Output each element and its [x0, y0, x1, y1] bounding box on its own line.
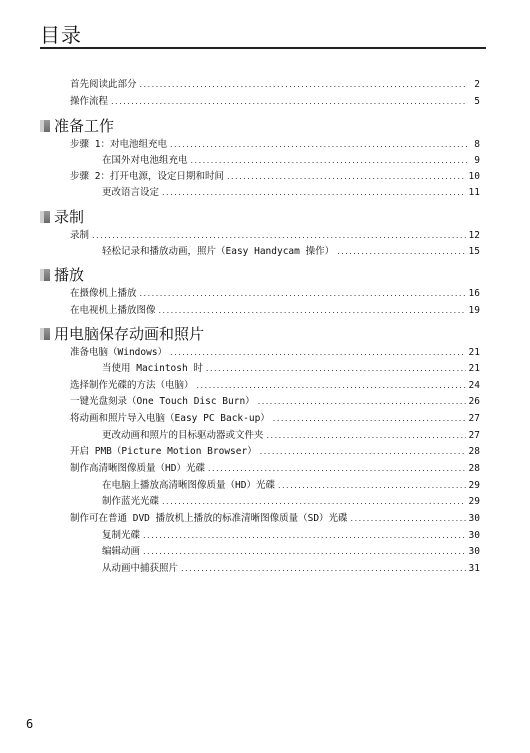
toc-leader-dots	[92, 230, 466, 242]
toc-leader-dots	[159, 305, 466, 317]
toc-entry[interactable]	[70, 347, 480, 359]
toc-leader-dots	[140, 288, 466, 300]
toc-entry-page: 29	[468, 496, 480, 507]
toc-leader-dots	[208, 463, 466, 475]
toc-entry-title: 当使用 Macintosh 时	[102, 363, 203, 374]
toc-entry-page: 5	[474, 96, 480, 107]
section-title: 准备工作	[54, 117, 115, 135]
section-marker-icon	[40, 328, 50, 340]
toc-leader-dots	[206, 363, 466, 375]
toc-leader-dots	[278, 480, 466, 492]
toc-entry-title: 步骤 2：打开电源，设定日期和时间	[70, 171, 224, 182]
section-title: 用电脑保存动画和照片	[54, 325, 205, 343]
toc-subentry[interactable]	[102, 363, 480, 375]
toc-entry[interactable]	[70, 96, 480, 108]
toc-entry-page: 15	[468, 246, 480, 257]
toc-leader-dots	[191, 155, 467, 167]
toc-entry-page: 8	[474, 139, 480, 150]
toc-entry[interactable]	[70, 463, 480, 475]
toc-leader-dots	[267, 430, 466, 442]
toc-subentry[interactable]	[102, 530, 480, 542]
toc-entry-title: 操作流程	[70, 96, 109, 107]
toc-entry-title: 从动画中捕获照片	[102, 563, 179, 574]
toc-entry[interactable]	[70, 396, 480, 408]
toc-entry-page: 26	[468, 396, 480, 407]
page-title: 目录	[40, 23, 82, 47]
toc-entry-title: 选择制作光碟的方法（电脑）	[70, 380, 194, 391]
section-marker-icon	[40, 269, 50, 281]
section-heading[interactable]	[40, 266, 84, 284]
toc-entry[interactable]	[70, 513, 480, 525]
toc-entry-title: 在电脑上播放高清晰图像质量（HD）光碟	[102, 480, 275, 491]
toc-entry-page: 27	[468, 430, 480, 441]
toc-entry-title: 录制	[70, 230, 90, 241]
toc-leader-dots	[227, 171, 466, 183]
toc-entry-page: 31	[468, 563, 480, 574]
toc-subentry[interactable]	[102, 187, 480, 199]
toc-entry-title: 更改动画和照片的目标驱动器或文件夹	[102, 430, 264, 441]
toc-leader-dots	[273, 413, 466, 425]
toc-entry-title: 制作高清晰图像质量（HD）光碟	[70, 463, 205, 474]
toc-leader-dots	[140, 79, 467, 91]
toc-leader-dots	[260, 446, 466, 458]
page-number: 6	[26, 717, 34, 731]
toc-entry-title: 准备电脑（Windows）	[70, 347, 168, 358]
toc-entry-page: 2	[474, 79, 480, 90]
toc-entry-page: 30	[468, 546, 480, 557]
section-marker-icon	[40, 211, 50, 223]
toc-subentry[interactable]	[102, 480, 480, 492]
toc-leader-dots	[337, 246, 465, 258]
toc-entry-page: 30	[468, 530, 480, 541]
toc-entry-title: 轻松记录和播放动画，照片（Easy Handycam 操作）	[102, 246, 335, 257]
toc-entry-title: 在国外对电池组充电	[102, 155, 188, 166]
title-divider	[40, 47, 486, 49]
toc-entry-page: 16	[468, 288, 480, 299]
toc-leader-dots	[162, 496, 466, 508]
toc-subentry[interactable]	[102, 563, 480, 575]
section-marker-icon	[40, 120, 50, 132]
toc-entry-title: 编辑动画	[102, 546, 141, 557]
toc-entry-title: 更改语言设定	[102, 187, 160, 198]
toc-entry-title: 制作可在普通 DVD 播放机上播放的标准清晰图像质量（SD）光碟	[70, 513, 348, 524]
toc-subentry[interactable]	[102, 246, 480, 258]
section-heading[interactable]	[40, 325, 204, 343]
toc-entry-title: 首先阅读此部分	[70, 79, 137, 90]
toc-entry[interactable]	[70, 413, 480, 425]
toc-entry-page: 12	[468, 230, 480, 241]
toc-entry-title: 将动画和照片导入电脑（Easy PC Back-up）	[70, 413, 270, 424]
section-heading[interactable]	[40, 117, 114, 135]
toc-entry-page: 30	[468, 513, 480, 524]
toc-entry-page: 27	[468, 413, 480, 424]
toc-entry-page: 21	[468, 363, 480, 374]
toc-leader-dots	[111, 96, 467, 108]
toc-leader-dots	[143, 530, 466, 542]
toc-leader-dots	[170, 347, 466, 359]
toc-entry[interactable]	[70, 446, 480, 458]
section-heading[interactable]	[40, 208, 84, 226]
toc-entry[interactable]	[70, 79, 480, 91]
toc-entry-page: 9	[474, 155, 480, 166]
toc-entry-page: 24	[468, 380, 480, 391]
toc-leader-dots	[197, 380, 466, 392]
toc-entry-title: 一键光盘刻录（One Touch Disc Burn）	[70, 396, 255, 407]
toc-entry[interactable]	[70, 139, 480, 151]
toc-leader-dots	[351, 513, 466, 525]
toc-subentry[interactable]	[102, 430, 480, 442]
toc-entry-title: 制作蓝光光碟	[102, 496, 160, 507]
toc-entry-page: 19	[468, 305, 480, 316]
toc-entry-page: 10	[468, 171, 480, 182]
toc-entry-title: 在摄像机上播放	[70, 288, 137, 299]
section-title: 录制	[54, 208, 85, 226]
toc-entry-title: 复制光碟	[102, 530, 141, 541]
toc-leader-dots	[162, 187, 466, 199]
toc-leader-dots	[258, 396, 466, 408]
toc-entry[interactable]	[70, 230, 480, 242]
toc-entry-page: 21	[468, 347, 480, 358]
toc-entry-page: 28	[468, 446, 480, 457]
toc-entry-title: 在电视机上播放图像	[70, 305, 156, 316]
toc-entry[interactable]	[70, 380, 480, 392]
toc-entry-page: 29	[468, 480, 480, 491]
toc-leader-dots	[181, 563, 466, 575]
toc-entry[interactable]	[70, 288, 480, 300]
toc-entry-page: 11	[468, 187, 480, 198]
toc-entry[interactable]	[70, 171, 480, 183]
toc-entry-page: 28	[468, 463, 480, 474]
toc-subentry[interactable]	[102, 546, 480, 558]
toc-leader-dots	[170, 139, 467, 151]
toc-entry-title: 步骤 1：对电池组充电	[70, 139, 167, 150]
toc-subentry[interactable]	[102, 496, 480, 508]
toc-subentry[interactable]	[102, 155, 480, 167]
toc-leader-dots	[143, 546, 466, 558]
section-title: 播放	[54, 266, 85, 284]
toc-entry-title: 开启 PMB（Picture Motion Browser）	[70, 446, 257, 457]
toc-entry[interactable]	[70, 305, 480, 317]
